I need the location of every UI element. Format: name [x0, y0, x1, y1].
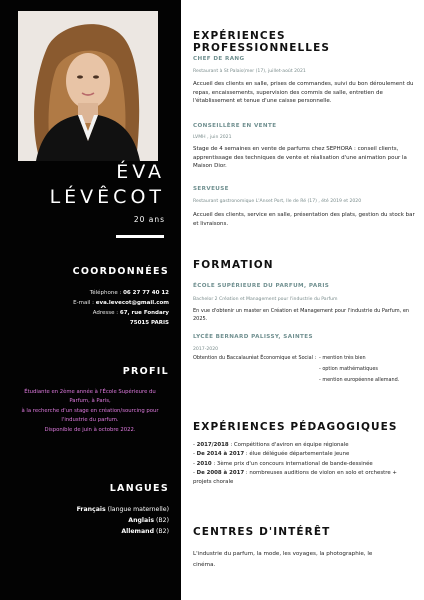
language-name: Anglais — [128, 517, 155, 524]
ped-item: - De 2014 à 2017 : élue déléguée départementale jeune — [193, 451, 350, 458]
bac-row — [193, 375, 415, 386]
ped-years: 2017/2018 — [196, 442, 229, 448]
ped-text: : nombreuses auditions de violon en solo et orchestre + — [244, 469, 397, 476]
address-row-2 — [73, 318, 169, 328]
job-title: SERVEUSE — [193, 186, 229, 192]
profil-text — [14, 388, 166, 435]
ped-item: - 2010 : 3ème prix d'un concours international de bande-dessinée — [193, 460, 373, 467]
school-name: ÉCOLE SUPÉRIEURE DU PARFUM, PARIS — [193, 283, 330, 289]
bac-details — [193, 353, 415, 386]
ped-text: : 3ème prix d'un concours international de bande-dessinée — [211, 460, 373, 467]
job-description: Accueil des clients en salle, prises de commandes, suivi du bon déroulement du repas, encaissements, supervision des commis de salle, entretien de l'établissement et tenue d'une caisse personnelle. — [193, 81, 414, 105]
language-level: (langue maternelle) — [107, 506, 169, 513]
email-label: E-mail : — [73, 300, 95, 306]
interets-title: CENTRES D'INTÉRÊT — [193, 526, 331, 538]
pedagogiques-list — [193, 441, 415, 487]
languages-list — [77, 504, 169, 537]
language-item — [77, 504, 169, 515]
interets-text — [193, 549, 415, 571]
ped-text: projets chorale — [193, 479, 234, 486]
school-program: Bachelor 2 Création et Management pour l'industrie du Parfum — [193, 297, 338, 302]
ped-years: De 2014 à 2017 — [196, 451, 245, 458]
job-place: Restaurant gastronomique L'Anset Port, Ile de Ré (17) , été 2019 et 2020 — [193, 199, 362, 204]
phone-value[interactable]: 06 27 77 40 12 — [123, 290, 169, 296]
bac-row — [193, 353, 415, 364]
email-value[interactable]: eva.levecot@gmail.com — [95, 300, 169, 306]
pedagogiques-title: EXPÉRIENCES PÉDAGOGIQUES — [193, 421, 398, 433]
language-item — [77, 515, 169, 526]
ped-item — [193, 478, 415, 487]
job-description: Stage de 4 semaines en vente de parfums chez SEPHORA : conseil clients, apprentissage des techniques de vente et réalisation d'une animation pour la Maison Dior. — [193, 146, 407, 170]
school-name: LYCÉE BERNARD PALISSY, SAINTES — [193, 334, 313, 340]
profil-line: Étudiante en 2ème année à l'École Supérieure du — [24, 389, 156, 395]
ped-years: 2010 — [196, 460, 212, 467]
job-title: CONSEILLÈRE EN VENTE — [193, 123, 277, 129]
address-line2: 75015 PARIS — [129, 320, 169, 326]
job-place: Restaurant à St Palais(mer (17), juillet-août 2021 — [193, 69, 306, 74]
language-level: (B2) — [155, 517, 169, 524]
phone-row — [73, 288, 169, 298]
profil-line: l'industrie du parfum. — [61, 417, 119, 424]
profil-line: Parfum, à Paris, — [69, 398, 111, 405]
age: 20 ans — [133, 215, 165, 224]
experiences-title: EXPÉRIENCES PROFESSIONNELLES — [193, 30, 331, 54]
address-line1: 67, rue Fondary — [119, 310, 169, 316]
formation-title: FORMATION — [193, 259, 274, 271]
email-row — [73, 298, 169, 308]
ped-item: - 2017/2018 : Compétitions d'aviron en équipe régionale — [193, 442, 349, 448]
first-name: ÉVA — [116, 161, 165, 183]
language-name: Français — [76, 506, 106, 513]
bac-mention: - mention européenne allemand. — [319, 377, 400, 383]
profil-line: à la recherche d'un stage en création/sourcing pour — [21, 407, 159, 414]
bac-label: Obtention du Baccalauréat Économique et Social : — [193, 355, 317, 361]
last-name: LÉVÊCOT — [49, 186, 165, 208]
bac-mention: - mention très bien — [319, 355, 366, 361]
job-description: Accueil des clients, service en salle, présentation des plats, gestion du stock bar et livraisons. — [193, 212, 415, 227]
main-content — [181, 0, 424, 600]
coordonnees-title: COORDONNÉES — [72, 266, 169, 277]
school-years: 2017-2020 — [193, 347, 219, 352]
language-level: (B2) — [155, 528, 169, 535]
langues-title: LANGUES — [109, 483, 169, 494]
ped-text: : élue déléguée départementale jeune — [244, 451, 350, 458]
interets-line: L'industrie du parfum, la mode, les voyages, la photographie, le — [193, 551, 373, 557]
job-title: CHEF DE RANG — [193, 56, 245, 62]
left-sidebar — [0, 0, 181, 600]
profil-title: PROFIL — [122, 366, 169, 377]
school-description: En vue d'obtenir un master en Création et Management pour l'industrie du Parfum, en 2025. — [193, 308, 410, 322]
ped-text: : Compétitions d'aviron en équipe régionale — [228, 442, 349, 448]
contact-block — [73, 288, 169, 328]
ped-item: - De 2008 à 2017 : nombreuses auditions de violon en solo et orchestre + — [193, 469, 397, 476]
name-divider — [116, 235, 164, 238]
profile-photo — [18, 11, 158, 161]
ped-years: De 2008 à 2017 — [196, 469, 245, 476]
address-label: Adresse : — [92, 310, 119, 316]
bac-row — [193, 364, 415, 375]
language-name: Allemand — [121, 528, 155, 535]
language-item — [77, 526, 169, 537]
address-row — [73, 308, 169, 318]
bac-mention: - option mathématiques — [319, 366, 378, 372]
job-place: LVMH , juin 2021 — [193, 135, 232, 140]
interets-line: cinéma. — [193, 562, 216, 568]
phone-label: Téléphone : — [89, 290, 122, 296]
profil-line: Disponible de juin à octobre 2022. — [44, 426, 136, 433]
